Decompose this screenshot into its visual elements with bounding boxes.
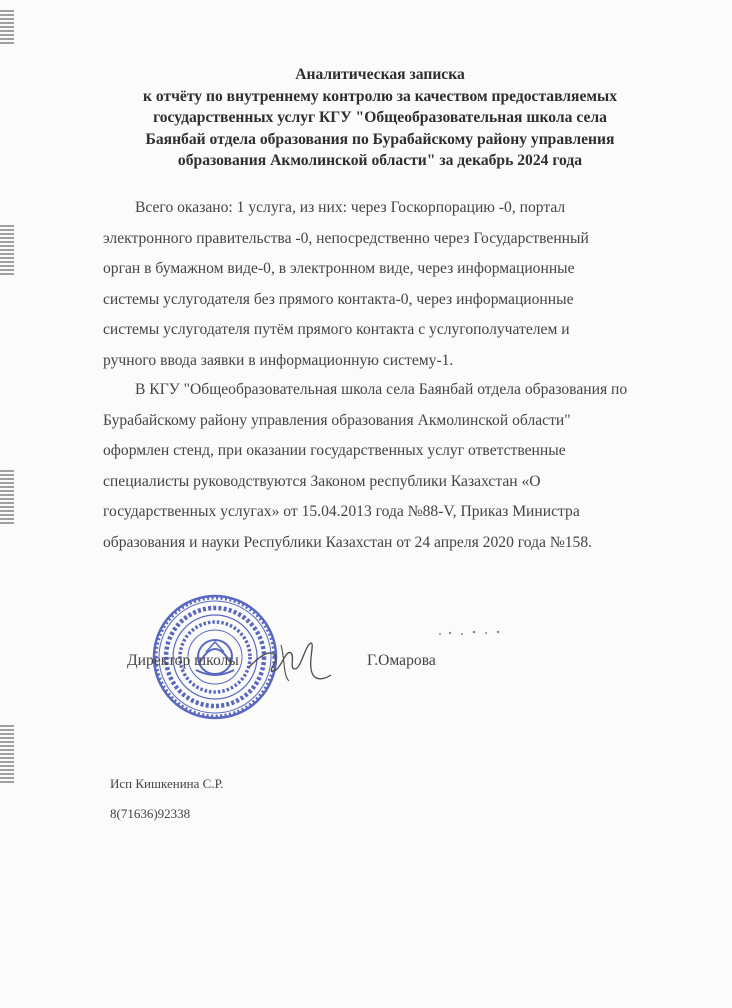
signatory-name: Г.Омарова (367, 652, 436, 669)
title-line: государственных услуг КГУ "Общеобразовательная школа села (153, 109, 607, 126)
scan-artifact (436, 626, 506, 640)
paragraph-line: электронного правительства -0, непосредственно через Государственный (103, 229, 589, 247)
paragraph-line: Всего оказано: 1 услуга, из них: через Госкорпорацию -0, портал (135, 199, 566, 216)
paragraph-line: Бурабайскому району управления образования Акмолинской области" (103, 411, 571, 429)
handwritten-signature (245, 635, 335, 685)
paragraph-line: государственных услугах» от 15.04.2013 года №88-V, Приказ Министра (103, 503, 580, 520)
document-title (110, 64, 650, 172)
title-line: образования Акмолинской области" за декабрь 2024 года (177, 152, 583, 169)
executor-name: Исп Кишкенина С.Р. (110, 776, 224, 791)
title-line: Аналитическая записка (295, 66, 465, 83)
scan-edge-mark (0, 225, 14, 275)
paragraph-line: оформлен стенд, при оказании государственных услуг ответственные (103, 442, 566, 459)
paragraph-line: образования и науки Республики Казахстан от 24 апреля 2020 года №158. (103, 533, 593, 551)
signatory-title: Директор школы (127, 652, 239, 669)
paragraph-line: ручного ввода заявки в информационную систему-1. (103, 351, 454, 369)
scan-edge-mark (0, 10, 14, 46)
title-line: Баянбай отдела образования по Бурабайскому району управления (145, 130, 615, 148)
paragraph-line: системы услугодателя без прямого контакта-0, через информационные (103, 290, 574, 308)
executor-phone: 8(71636)92338 (110, 806, 191, 821)
paragraph-line: орган в бумажном виде-0, в электронном виде, через информационные (103, 260, 575, 277)
paragraph-legal-basis (103, 375, 663, 558)
scan-edge-mark (0, 725, 14, 785)
paragraph-services-summary (103, 193, 663, 376)
paragraph-line: системы услугодателя путём прямого контакта с услугополучателем и (103, 321, 570, 338)
scan-edge-mark (0, 470, 14, 525)
paragraph-line: специалисты руководствуются Законом республики Казахстан «О (103, 472, 541, 490)
paragraph-line: В КГУ "Общеобразовательная школа села Баянбай отдела образования по (135, 381, 628, 398)
title-line: к отчёту по внутреннему контролю за качеством предоставляемых (142, 87, 618, 105)
